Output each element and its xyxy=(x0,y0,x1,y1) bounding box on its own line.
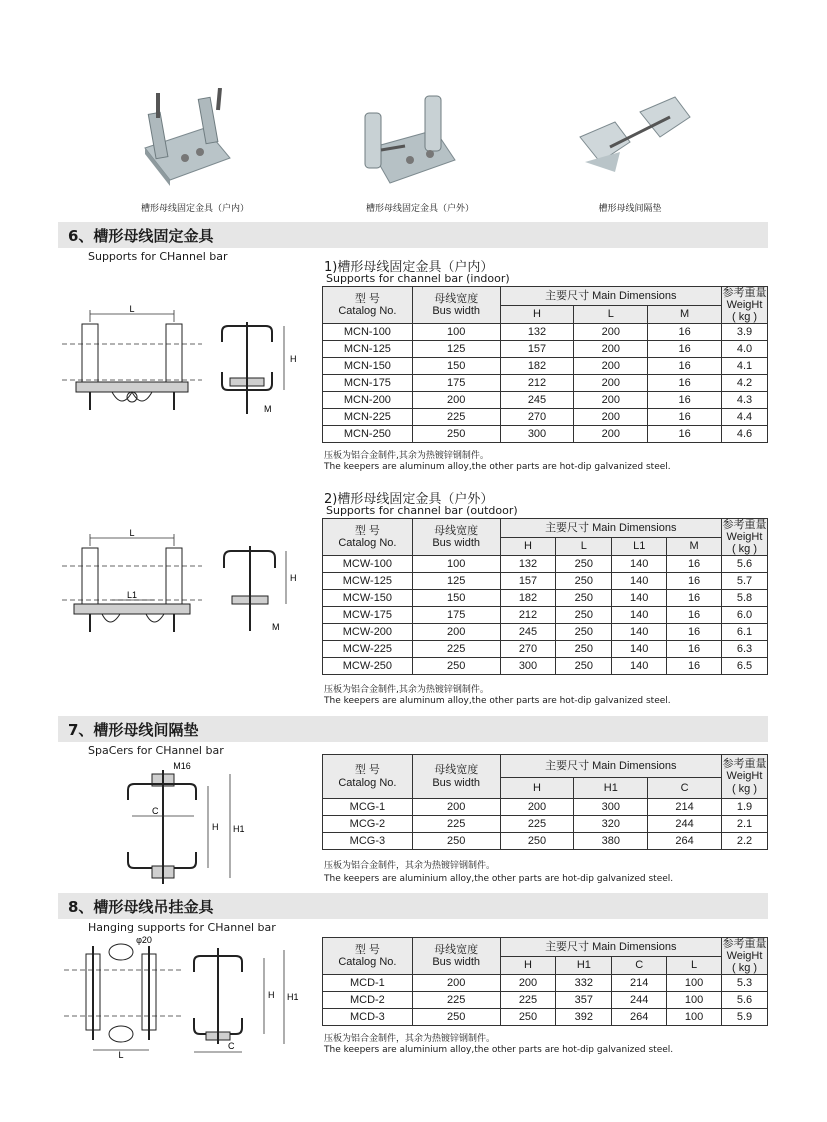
col-L: L xyxy=(556,537,612,556)
table-cell: MCW-225 xyxy=(323,641,413,658)
col-bus-width xyxy=(412,755,500,799)
table-cell: 4.4 xyxy=(722,409,768,426)
section-6-subtitle: Supports for CHannel bar xyxy=(88,250,228,263)
table-cell: MCN-125 xyxy=(323,341,413,358)
table-cell: 250 xyxy=(556,658,612,675)
col-catalog xyxy=(323,755,413,799)
table-cell: 2.1 xyxy=(721,816,767,833)
outdoor-title-cn: 2)槽形母线固定金具（户外） xyxy=(324,492,494,507)
table-cell: 332 xyxy=(556,975,612,992)
table-cell: 16 xyxy=(667,573,722,590)
table-cell: 100 xyxy=(412,324,500,341)
outdoor-row xyxy=(323,607,768,624)
table-cell: 100 xyxy=(667,992,722,1009)
table-cell: 4.1 xyxy=(722,358,768,375)
table-cell: 250 xyxy=(556,590,612,607)
indoor-row xyxy=(323,426,768,443)
table-cell: 250 xyxy=(500,833,574,850)
table-cell: MCN-100 xyxy=(323,324,413,341)
table-cell: 140 xyxy=(612,607,667,624)
table-cell: 200 xyxy=(412,392,500,409)
header-text: Catalog No. xyxy=(338,956,397,969)
table-cell: MCW-150 xyxy=(323,590,413,607)
table-cell: 132 xyxy=(500,556,556,573)
table-cell: 200 xyxy=(574,375,648,392)
drawing-spacer xyxy=(112,760,252,892)
col-catalog xyxy=(323,287,413,324)
spacer-row xyxy=(323,816,768,833)
table-cell: 100 xyxy=(412,556,500,573)
table-cell: MCD-1 xyxy=(323,975,413,992)
header-text: 型 号 xyxy=(354,293,380,306)
header-text: WeigHt xyxy=(726,770,763,783)
outdoor-row xyxy=(323,641,768,658)
photo-spacer xyxy=(570,92,695,187)
table-cell: 225 xyxy=(500,816,574,833)
table-cell: 6.1 xyxy=(721,624,767,641)
indoor-row xyxy=(323,358,768,375)
table-cell: 16 xyxy=(648,375,722,392)
spacer-row xyxy=(323,799,768,816)
indoor-note-cn: 压板为铝合金制件,其余为热镀锌钢制件。 xyxy=(324,451,489,461)
table-cell: 4.0 xyxy=(722,341,768,358)
dimension-label: C xyxy=(228,1041,235,1051)
col-main-dimensions: 主要尺寸 Main Dimensions xyxy=(500,755,721,778)
table-cell: 175 xyxy=(412,375,500,392)
table-cell: 16 xyxy=(667,607,722,624)
table-cell: 250 xyxy=(556,607,612,624)
table-cell: 320 xyxy=(574,816,648,833)
hanging-note-cn: 压板为铝合金制件，其余为热镀锌钢制件。 xyxy=(324,1034,496,1044)
table-cell: 250 xyxy=(412,426,500,443)
table-cell: 16 xyxy=(648,324,722,341)
col-weight xyxy=(722,938,768,975)
header-text: Catalog No. xyxy=(338,537,397,550)
table-cell: 225 xyxy=(412,409,500,426)
table-cell: 200 xyxy=(500,975,556,992)
col-main-dimensions: 主要尺寸 Main Dimensions xyxy=(500,287,721,306)
table-cell: 250 xyxy=(556,573,612,590)
section-7-header xyxy=(58,716,768,742)
col-weight xyxy=(721,755,767,799)
header-text: 母线宽度 xyxy=(434,944,479,957)
table-cell: 140 xyxy=(612,556,667,573)
table-cell: 225 xyxy=(500,992,556,1009)
drawing-hanging-front xyxy=(64,934,184,1060)
table-cell: MCN-200 xyxy=(323,392,413,409)
table-cell: MCW-200 xyxy=(323,624,413,641)
dimension-label: L xyxy=(118,1050,124,1060)
table-cell: 5.9 xyxy=(722,1009,768,1026)
table-cell: 2.2 xyxy=(721,833,767,850)
section-7-subtitle: SpaCers for CHannel bar xyxy=(88,744,224,757)
table-cell: 300 xyxy=(574,799,648,816)
table-cell: 4.6 xyxy=(722,426,768,443)
table-cell: 300 xyxy=(500,426,574,443)
hanging-row xyxy=(323,975,768,992)
outdoor-row xyxy=(323,658,768,675)
table-cell: 140 xyxy=(612,590,667,607)
header-text: 母线宽度 xyxy=(434,764,479,777)
indoor-title-en: Supports for channel bar (indoor) xyxy=(326,272,510,285)
table-cell: 5.3 xyxy=(722,975,768,992)
table-cell: 214 xyxy=(612,975,667,992)
header-text: Bus width xyxy=(432,776,481,789)
outdoor-note-cn: 压板为铝合金制件,其余为热镀锌钢制件。 xyxy=(324,685,489,695)
col-bus-width xyxy=(412,287,500,324)
header-text: Bus width xyxy=(432,537,481,550)
table-cell: 244 xyxy=(648,816,722,833)
header-text: 型 号 xyxy=(354,525,380,538)
indoor-title-cn: 1)槽形母线固定金具（户内） xyxy=(324,260,494,275)
table-cell: 200 xyxy=(574,324,648,341)
dim-L1-label: L1 xyxy=(126,590,138,600)
section-8-header xyxy=(58,893,768,919)
indoor-spec-table xyxy=(322,286,768,443)
header-text: Bus width xyxy=(432,956,481,969)
dim-M16-label: M16 xyxy=(173,761,191,771)
section-8-subtitle: Hanging supports for CHannel bar xyxy=(88,921,276,934)
table-cell: MCW-175 xyxy=(323,607,413,624)
table-cell: 250 xyxy=(500,1009,556,1026)
col-L1: L1 xyxy=(612,537,667,556)
table-cell: 200 xyxy=(574,409,648,426)
table-cell: 16 xyxy=(667,658,722,675)
col-C: C xyxy=(612,956,667,975)
table-cell: 357 xyxy=(556,992,612,1009)
table-cell: 250 xyxy=(412,658,500,675)
table-cell: 250 xyxy=(412,833,500,850)
table-cell: MCG-3 xyxy=(323,833,413,850)
header-text: Bus width xyxy=(432,305,481,318)
col-catalog xyxy=(323,519,413,556)
dim-C-label: C xyxy=(152,806,159,816)
photo-outdoor-support xyxy=(350,88,465,193)
spacer-spec-table xyxy=(322,754,768,850)
table-cell: 140 xyxy=(612,641,667,658)
table-cell: 182 xyxy=(500,590,556,607)
table-cell: 5.8 xyxy=(721,590,767,607)
table-cell: 3.9 xyxy=(722,324,768,341)
col-catalog xyxy=(323,938,413,975)
table-cell: 150 xyxy=(412,358,500,375)
header-text: ( kg ) xyxy=(731,311,758,324)
section-8-title: 8、槽形母线吊挂金具 xyxy=(68,898,214,916)
col-main-dimensions: 主要尺寸 Main Dimensions xyxy=(500,519,721,538)
outdoor-row xyxy=(323,556,768,573)
table-cell: 157 xyxy=(500,341,574,358)
col-L: L xyxy=(667,956,722,975)
header-text: Catalog No. xyxy=(338,305,397,318)
col-H1: H1 xyxy=(574,778,648,799)
header-text: ( kg ) xyxy=(731,543,758,556)
table-cell: 100 xyxy=(667,975,722,992)
header-text: ( kg ) xyxy=(731,782,758,795)
header-text: WeigHt xyxy=(726,299,763,312)
table-cell: 140 xyxy=(612,573,667,590)
col-H: H xyxy=(500,956,556,975)
drawing-outdoor-front xyxy=(62,528,202,643)
table-cell: 300 xyxy=(500,658,556,675)
table-cell: MCD-3 xyxy=(323,1009,413,1026)
table-cell: 245 xyxy=(500,624,556,641)
table-cell: MCW-125 xyxy=(323,573,413,590)
table-cell: 1.9 xyxy=(721,799,767,816)
spacer-note-en: The keepers are aluminium alloy,the other parts are hot-dip galvanized steel. xyxy=(324,874,674,884)
table-cell: 200 xyxy=(412,975,500,992)
col-bus-width xyxy=(412,938,500,975)
dimension-label: L xyxy=(129,528,135,538)
dimension-label: M xyxy=(272,622,280,632)
table-cell: 250 xyxy=(556,624,612,641)
indoor-row xyxy=(323,392,768,409)
table-cell: MCN-225 xyxy=(323,409,413,426)
table-cell: 200 xyxy=(574,426,648,443)
drawing-indoor-front xyxy=(62,302,202,422)
table-cell: 200 xyxy=(412,624,500,641)
table-cell: 182 xyxy=(500,358,574,375)
header-text: 参考重量 xyxy=(722,758,767,771)
table-cell: 4.2 xyxy=(722,375,768,392)
indoor-row xyxy=(323,341,768,358)
table-cell: 225 xyxy=(412,641,500,658)
header-text: 参考重量 xyxy=(722,287,767,299)
outdoor-spec-table xyxy=(322,518,768,675)
dimension-label: H xyxy=(290,573,297,583)
table-cell: 250 xyxy=(412,1009,500,1026)
table-cell: 5.6 xyxy=(722,992,768,1009)
outdoor-row xyxy=(323,573,768,590)
table-cell: 175 xyxy=(412,607,500,624)
dim-phi20-label: φ20 xyxy=(136,935,152,945)
hanging-spec-table xyxy=(322,937,768,1026)
table-cell: 16 xyxy=(648,358,722,375)
table-cell: 16 xyxy=(667,641,722,658)
indoor-note-en: The keepers are aluminum alloy,the other parts are hot-dip galvanized steel. xyxy=(324,462,671,472)
table-cell: 5.6 xyxy=(721,556,767,573)
dim-M-label: M xyxy=(264,404,272,414)
table-cell: 225 xyxy=(412,816,500,833)
table-cell: 6.0 xyxy=(721,607,767,624)
col-main-dimensions: 主要尺寸 Main Dimensions xyxy=(500,938,721,957)
col-weight xyxy=(721,519,767,556)
table-cell: 16 xyxy=(648,409,722,426)
col-C: C xyxy=(648,778,722,799)
table-cell: 245 xyxy=(500,392,574,409)
table-cell: 270 xyxy=(500,641,556,658)
table-cell: 200 xyxy=(574,341,648,358)
table-cell: 16 xyxy=(648,341,722,358)
table-cell: 392 xyxy=(556,1009,612,1026)
hanging-row xyxy=(323,992,768,1009)
table-cell: MCW-100 xyxy=(323,556,413,573)
table-cell: 16 xyxy=(667,590,722,607)
header-text: WeigHt xyxy=(726,950,763,963)
table-cell: 244 xyxy=(612,992,667,1009)
spacer-note-cn: 压板为铝合金制件，其余为热镀锌钢制件。 xyxy=(324,861,496,871)
section-6-title: 6、槽形母线固定金具 xyxy=(68,227,214,245)
photo-caption-spacer: 槽形母线间隔垫 xyxy=(598,204,662,214)
table-cell: 125 xyxy=(412,573,500,590)
col-M: M xyxy=(667,537,722,556)
dim-L-label: L xyxy=(129,304,135,314)
outdoor-row xyxy=(323,590,768,607)
table-cell: MCG-1 xyxy=(323,799,413,816)
outdoor-note-en: The keepers are aluminum alloy,the other parts are hot-dip galvanized steel. xyxy=(324,696,671,706)
col-H: H xyxy=(500,778,574,799)
drawing-hanging-side xyxy=(188,948,300,1060)
header-text: 参考重量 xyxy=(722,519,767,531)
table-cell: 380 xyxy=(574,833,648,850)
table-cell: 270 xyxy=(500,409,574,426)
header-text: 参考重量 xyxy=(722,938,767,950)
header-text: 母线宽度 xyxy=(434,525,479,538)
col-bus-width xyxy=(412,519,500,556)
table-cell: MCD-2 xyxy=(323,992,413,1009)
photo-indoor-support xyxy=(130,88,240,193)
table-cell: 200 xyxy=(500,799,574,816)
header-text: 母线宽度 xyxy=(434,293,479,306)
table-cell: 140 xyxy=(612,624,667,641)
table-cell: 16 xyxy=(648,392,722,409)
table-cell: 250 xyxy=(556,556,612,573)
table-cell: MCN-175 xyxy=(323,375,413,392)
table-cell: 264 xyxy=(648,833,722,850)
table-cell: 212 xyxy=(500,375,574,392)
indoor-row xyxy=(323,375,768,392)
table-cell: 150 xyxy=(412,590,500,607)
section-6-header xyxy=(58,222,768,248)
col-H: H xyxy=(500,305,574,324)
table-cell: 5.7 xyxy=(721,573,767,590)
outdoor-title-en: Supports for channel bar (outdoor) xyxy=(326,504,518,517)
table-cell: MCN-150 xyxy=(323,358,413,375)
hanging-note-en: The keepers are aluminium alloy,the other parts are hot-dip galvanized steel. xyxy=(324,1045,674,1055)
drawing-indoor-side xyxy=(214,322,304,422)
drawing-outdoor-side xyxy=(218,546,308,641)
table-cell: 125 xyxy=(412,341,500,358)
spacer-row xyxy=(323,833,768,850)
table-cell: 6.3 xyxy=(721,641,767,658)
table-cell: 212 xyxy=(500,607,556,624)
photo-caption-indoor: 槽形母线固定金具（户内） xyxy=(140,204,249,214)
table-cell: 250 xyxy=(556,641,612,658)
table-cell: 16 xyxy=(667,624,722,641)
table-cell: 200 xyxy=(574,392,648,409)
header-text: ( kg ) xyxy=(731,962,758,975)
col-H: H xyxy=(500,537,556,556)
header-text: Catalog No. xyxy=(338,776,397,789)
section-7-title: 7、槽形母线间隔垫 xyxy=(68,721,199,739)
dimension-label: H1 xyxy=(287,992,299,1002)
col-H1: H1 xyxy=(556,956,612,975)
outdoor-row xyxy=(323,624,768,641)
col-L: L xyxy=(574,305,648,324)
table-cell: 16 xyxy=(667,556,722,573)
header-text: 型 号 xyxy=(354,944,380,957)
table-cell: 132 xyxy=(500,324,574,341)
table-cell: MCW-250 xyxy=(323,658,413,675)
table-cell: 200 xyxy=(574,358,648,375)
table-cell: 200 xyxy=(412,799,500,816)
table-cell: 6.5 xyxy=(721,658,767,675)
col-weight xyxy=(722,287,768,324)
header-text: 型 号 xyxy=(354,764,380,777)
indoor-row xyxy=(323,409,768,426)
dimension-label: H xyxy=(212,822,219,832)
table-cell: 157 xyxy=(500,573,556,590)
table-cell: 100 xyxy=(667,1009,722,1026)
table-cell: 16 xyxy=(648,426,722,443)
table-cell: 214 xyxy=(648,799,722,816)
table-cell: 264 xyxy=(612,1009,667,1026)
table-cell: MCG-2 xyxy=(323,816,413,833)
table-cell: 225 xyxy=(412,992,500,1009)
dim-H-label: H xyxy=(290,354,297,364)
dim-H1-label: H1 xyxy=(233,824,245,834)
photo-caption-outdoor: 槽形母线固定金具（户外） xyxy=(365,204,474,214)
table-cell: MCN-250 xyxy=(323,426,413,443)
table-cell: 4.3 xyxy=(722,392,768,409)
dimension-label: H xyxy=(268,990,275,1000)
col-M: M xyxy=(648,305,722,324)
header-text: WeigHt xyxy=(726,531,763,544)
hanging-row xyxy=(323,1009,768,1026)
table-cell: 140 xyxy=(612,658,667,675)
indoor-row xyxy=(323,324,768,341)
